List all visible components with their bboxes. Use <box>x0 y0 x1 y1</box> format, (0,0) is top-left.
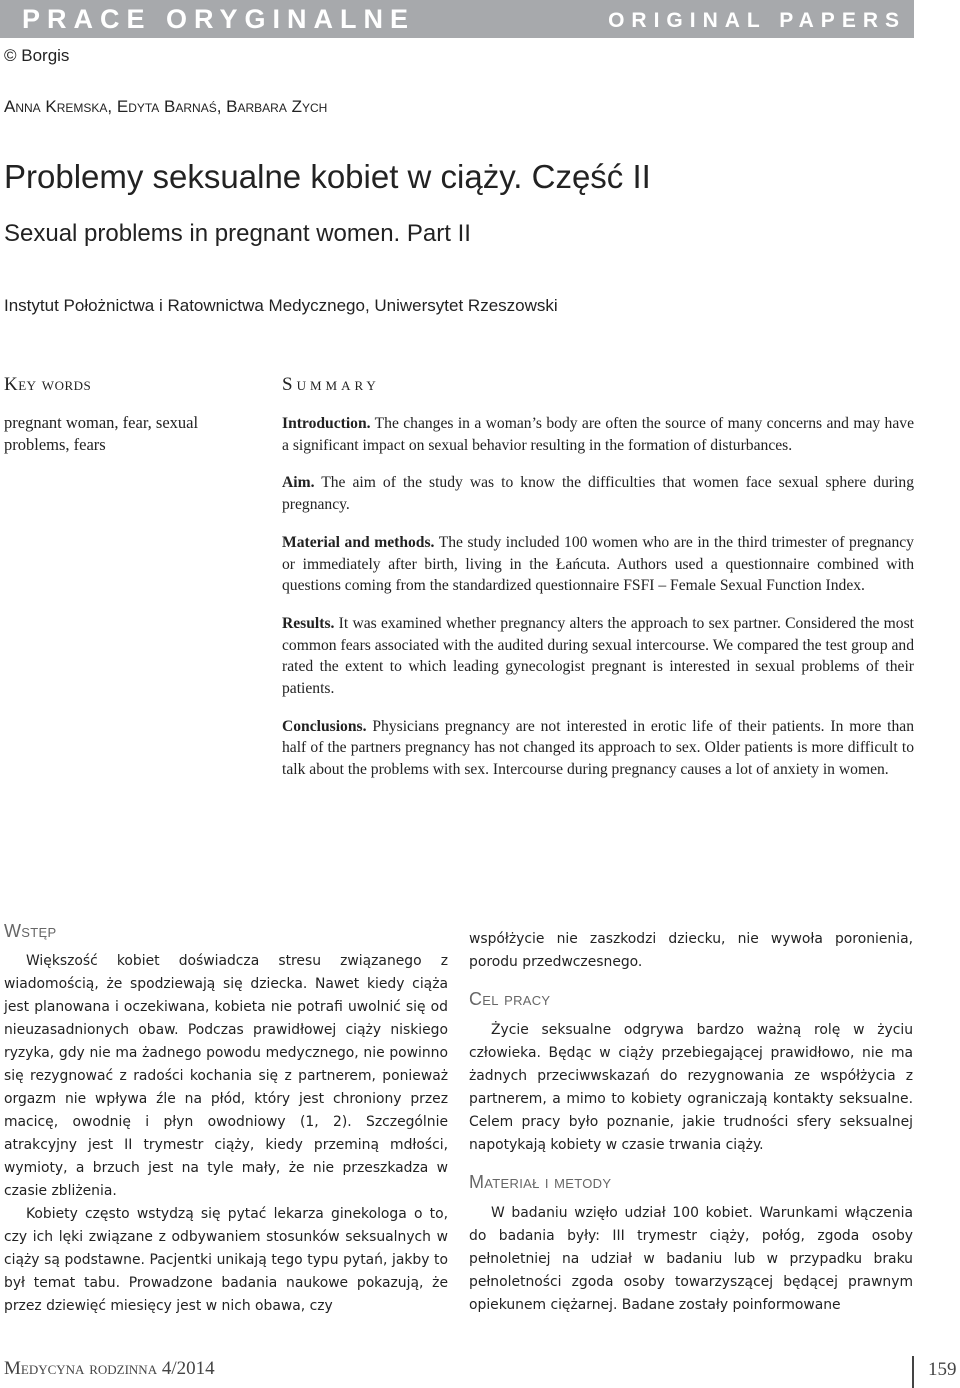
paragraph: Większość kobiet doświadcza stresu związanego z wiadomością, że spodziewają się dziecka. Nawet kiedy ciąża jest planowana i oczekiwana, kobieta nie potrafi uwolnić się od nieuzasadnionych obaw. Podczas prawidłowej ciąży niskiego ryzyka, gdy nie ma żadnego powodu medycznego, nie powinno się rezygnować z radości kochania się z partnerem, ponieważ orgazm nie wpływa źle na płód, który jest chroniony przez macicę, owodnię i płyn owodniowy (1, 2). Szczególnie atrakcyjny jest II trymestr ciąży, kiedy przeminą mdłości, wymioty, a brzuch jest na tyle mały, że nie przeszkadza w czasie zbliżenia. <box>4 953 448 1199</box>
summary-introduction <box>282 413 914 456</box>
summary-text: The aim of the study was to know the difficulties that women face sexual sphere during pregnancy. <box>282 474 914 514</box>
section-heading-aim: Cel pracy <box>469 989 551 1009</box>
paragraph: Kobiety często wstydzą się pytać lekarza ginekologa o to, czy ich lęki związane z odbywaniem stosunków seksualnych w ciąży są podstawne. Pacjentki unikają tego typu pytań, jakby to był temat tabu. Prowadzone badania naukowe pokazują, że przez dziewięć miesięcy jest w nich obawa, czy <box>4 1206 448 1314</box>
summary-text: It was examined whether pregnancy alters the approach to sex partner. Considered the most common fears associated with the audited during sexual intercourse. We compared the test group and rated the extent to which leading gynecologist pregnant is interested in sexual problems of their patients. <box>282 614 914 698</box>
summary-text: The study included 100 women who are in the third trimester of pregnancy or immediately after birth, living in the Łańcuta. Authors used a questionnaire combined with questions coming from the standardized questionnaire FSFI – Female Sexual Function Index. <box>282 533 914 595</box>
summary-text: Physicians pregnancy are not interested in erotic life of their patients. In more than half of the partners pregnancy has not changed its approach to sex. Older patients is more difficult to talk about the problems with sex. Intercourse during pregnancy causes a lot of anxiety in women. <box>282 717 914 779</box>
section-label-en: ORIGINAL PAPERS <box>608 9 906 32</box>
body-column-right <box>469 928 913 1317</box>
journal-name: Medycyna rodzinna 4/2014 <box>4 1358 215 1379</box>
summary-results <box>282 613 914 700</box>
summary-text: The changes in a woman’s body are often the source of many concerns and may have a significant impact on sexual behavior resulting in the formation of disturbances. <box>282 415 914 454</box>
summary-conclusions <box>282 716 914 781</box>
summary-label: Material and methods. <box>282 533 435 551</box>
article-title-english: Sexual problems in pregnant women. Part II <box>4 220 471 247</box>
page-number: 159 <box>928 1359 957 1380</box>
summary-label: Introduction. <box>282 415 371 432</box>
keywords-text: pregnant woman, fear, sexual problems, fears <box>4 413 199 454</box>
article-title-polish: Problemy seksualne kobiet w ciąży. Część II <box>4 158 651 195</box>
summary-aim <box>282 472 914 515</box>
author-list: Anna Kremska, Edyta Barnaś, Barbara Zych <box>4 97 328 116</box>
section-heading-introduction: Wstęp <box>4 921 57 941</box>
keywords-heading: Key words <box>4 374 92 395</box>
summary-label: Conclusions. <box>282 717 367 735</box>
copyright-notice: © Borgis <box>4 46 70 65</box>
paragraph: Życie seksualne odgrywa bardzo ważną rolę w życiu człowieka. Będąc w ciąży przebiegającej prawidłowo, nie ma żadnych przeciwwskazań do rezygnowania ze współżycia z partnerem, a mimo to kobiety ograniczają kontakty seksualne. Celem pracy było poznanie, jakie trudności sfery seksualnej napotykają kobiety w czasie trwania ciąży. <box>469 1022 913 1153</box>
section-label-pl: PRACE ORYGINALNE <box>22 4 416 34</box>
paragraph: W badaniu wzięło udział 100 kobiet. Warunkami włączenia do badania były: III trymestr ciąży, połóg, zgoda osoby pełnoletniej na udział w badaniu lub w przypadku braku pełnoletności zgoda osoby towarzyszącej będącej prawnym opiekunem ciężarnej. Badane zostały poinformowane <box>469 1205 913 1313</box>
body-column-left <box>4 950 448 1318</box>
footer-divider <box>912 1356 914 1388</box>
section-heading-methods: Materiał i metody <box>469 1172 612 1192</box>
paragraph-continued: współżycie nie zaszkodzi dziecku, nie wywoła poronienia, porodu przedwczesnego. <box>469 931 913 970</box>
affiliation: Instytut Położnictwa i Ratownictwa Medycznego, Uniwersytet Rzeszowski <box>4 296 558 315</box>
summary-label: Aim. <box>282 474 315 492</box>
summary-body <box>282 413 914 797</box>
summary-heading: Summary <box>282 374 380 395</box>
summary-label: Results. <box>282 614 335 632</box>
summary-methods <box>282 532 914 597</box>
header-banner <box>0 0 914 38</box>
